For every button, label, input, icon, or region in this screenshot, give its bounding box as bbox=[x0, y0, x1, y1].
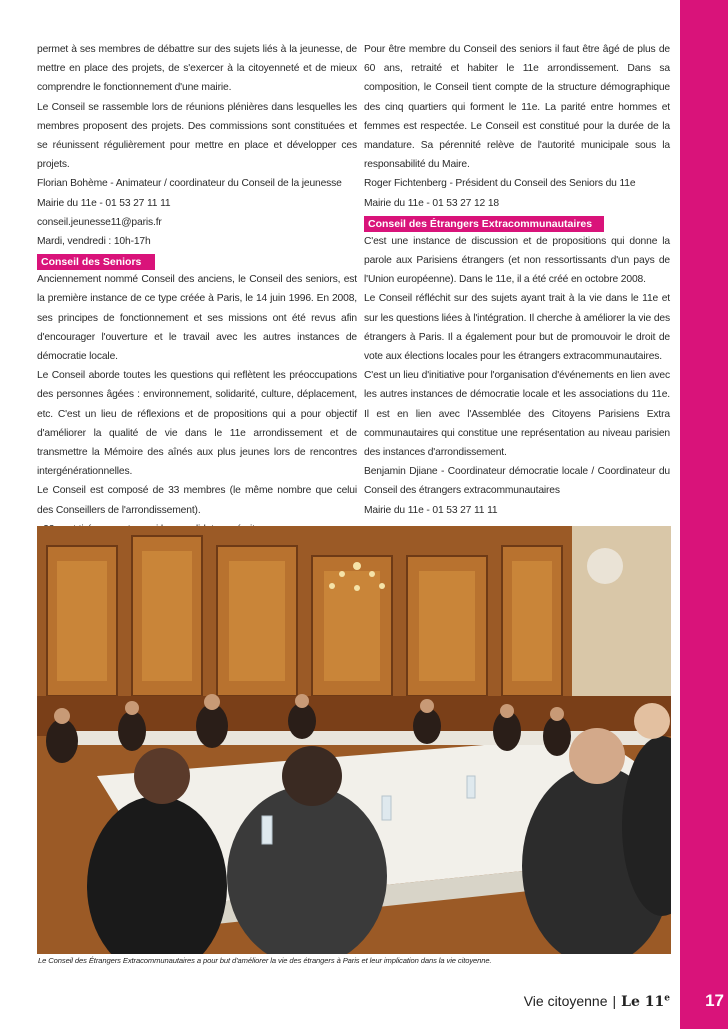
meeting-room-illustration bbox=[37, 526, 671, 954]
seniors-history: Anciennement nommé Conseil des anciens, le Conseil des seniors, est la première instance de ce type créée à Paris, le 14 juin 1996. En 2008, ses principes de fonctionnement et ses missions ont été revus afin d'encourager l'ouverture et le travail avec les autres instances de démocratie locale. bbox=[37, 274, 357, 363]
youth-contact-email: conseil.jeunesse11@paris.fr bbox=[37, 216, 162, 228]
left-text-column bbox=[37, 40, 357, 558]
etrangers-contact-phone: Mairie du 11e - 01 53 27 11 11 bbox=[364, 504, 498, 516]
seniors-section-heading: Conseil des Seniors bbox=[37, 254, 155, 270]
footer-brand bbox=[621, 994, 670, 1010]
etrangers-missions: Le Conseil réfléchit sur des sujets ayant trait à la vie dans le 11e et sur les questions liées à l'intégration. Il cherche à améliorer la vie des étrangers à Paris. Il a également pour but de promouvoir le droit de vote aux élections locales pour les étrangers extracommunautaires. bbox=[364, 293, 670, 363]
youth-council-intro: permet à ses membres de débattre sur des sujets liés à la jeunesse, de mettre en place des projets, de s'exercer à la citoyenneté et de mieux comprendre le fonctionnement d'une mairie. bbox=[37, 44, 357, 94]
youth-council-meetings: Le Conseil se rassemble lors de réunions plénières dans lesquelles les membres proposent des projets. Des commissions sont constituées et se réunissent régulièrement pour mettre en place et développer ces projets. bbox=[37, 101, 357, 171]
footer-brand-sup: e bbox=[664, 993, 670, 1004]
seniors-topics: Le Conseil aborde toutes les questions qui reflètent les préoccupations des personnes âgées : environnement, solidarité, culture, déplacement, etc. C'est un lieu de réflexions et de propositions qui a pour objectif d'améliorer la qualité de vie dans le 11e arrondissement et de transmettre la Mémoire des aînés aux plus jeunes lors de rencontres intergénérationnelles. bbox=[37, 370, 357, 478]
page-footer bbox=[524, 993, 670, 1010]
page-edge-accent-bar bbox=[680, 0, 728, 1029]
etrangers-initiatives: C'est un lieu d'initiative pour l'organisation d'événements en lien avec les autres instances de démocratie locale et les associations du 11e. Il est en lien avec l'Assemblée des Citoyens Parisiens Extra communautaires qui constitue une représentation au niveau parisien des instances d'arrondissement. bbox=[364, 370, 670, 459]
footer-brand-text: Le 11 bbox=[621, 994, 665, 1010]
seniors-contact-phone: Mairie du 11e - 01 53 27 12 18 bbox=[364, 197, 499, 209]
seniors-contact-name: Roger Fichtenberg - Président du Conseil des Seniors du 11e bbox=[364, 178, 636, 190]
youth-contact-name: Florian Bohème - Animateur / coordinateur du Conseil de la jeunesse bbox=[37, 178, 342, 190]
right-text-column bbox=[364, 40, 670, 520]
etrangers-description: C'est une instance de discussion et de propositions qui donne la parole aux Parisiens étrangers (et non ressortissants d'un pays de l'Union européenne). Dans le 11e, il a été créé en octobre 2008. bbox=[364, 235, 670, 286]
footer-separator: | bbox=[612, 993, 617, 1009]
youth-contact-phone: Mairie du 11e - 01 53 27 11 11 bbox=[37, 197, 171, 209]
photo-caption: Le Conseil des Étrangers Extracommunautaires a pour but d'améliorer la vie des étrangers à Paris et leur implication dans la vie citoyenne. bbox=[38, 956, 492, 965]
etrangers-contact-name: Benjamin Djiane - Coordinateur démocratie locale / Coordinateur du Conseil des étrangers extracommunautaires bbox=[364, 466, 670, 497]
etrangers-section-heading: Conseil des Étrangers Extracommunautaires bbox=[364, 216, 604, 232]
council-meeting-photo bbox=[37, 526, 671, 954]
youth-contact-hours: Mardi, vendredi : 10h-17h bbox=[37, 236, 151, 248]
page-number: 17 bbox=[705, 991, 724, 1010]
seniors-membership: Pour être membre du Conseil des seniors il faut être âgé de plus de 60 ans, retraité et habiter le 11e arrondissement. Dans sa composition, le Conseil tient compte de la structure démographique des cinq quartiers qui forment le 11e. La parité entre hommes et femmes est respectée. Le Conseil est constitué pour la durée de la mandature. Sa pérennité relève de l'autorité municipale sous la responsabilité du Maire. bbox=[364, 44, 670, 171]
seniors-composition: Le Conseil est composé de 33 membres (le même nombre que celui des Conseillers de l'arrondissement). bbox=[37, 485, 357, 516]
footer-section-title: Vie citoyenne bbox=[523, 993, 608, 1009]
